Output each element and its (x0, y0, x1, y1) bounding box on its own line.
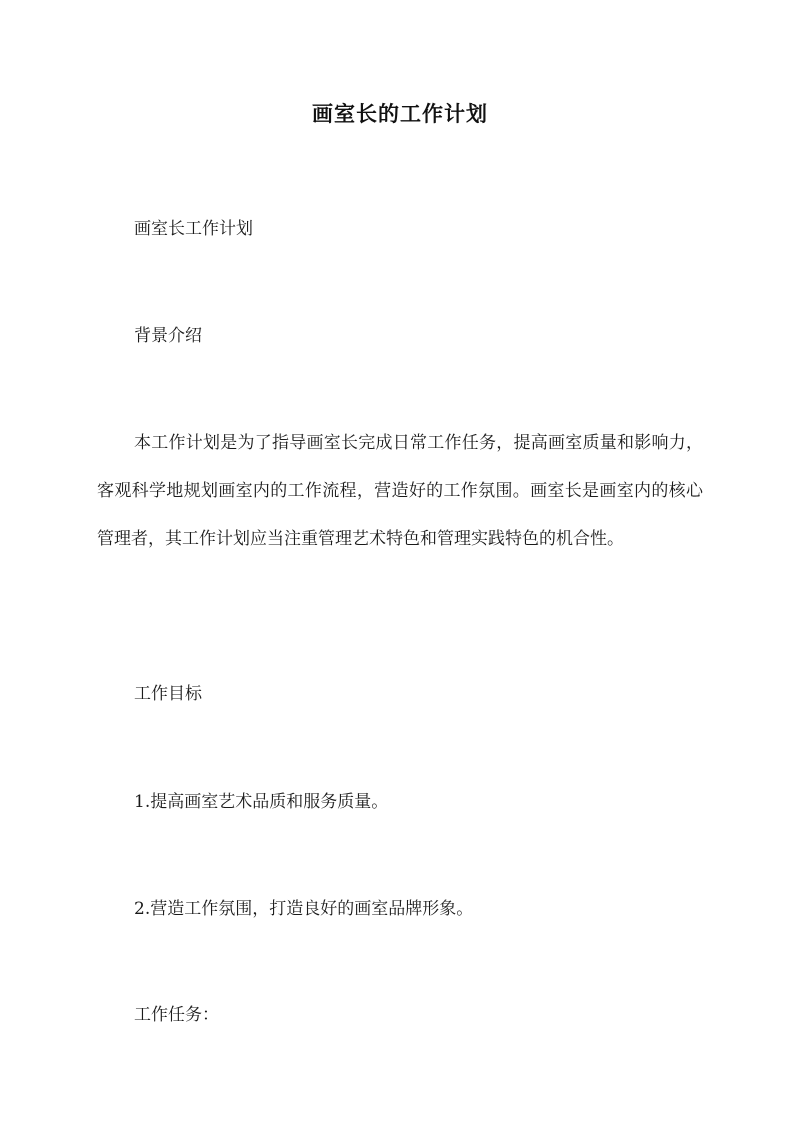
goal-item-2: 2.营造工作氛围，打造良好的画室品牌形象。 (134, 899, 474, 919)
goal-item-1: 1.提高画室艺术品质和服务质量。 (134, 792, 389, 812)
section-heading-plan: 画室长工作计划 (134, 219, 253, 239)
section-heading-tasks: 工作任务： (134, 1005, 219, 1025)
background-paragraph: 本工作计划是为了指导画室长完成日常工作任务，提高画室质量和影响力，客观科学地规划画室内的工作流程，营造好的工作氛围。画室长是画室内的核心管理者，其工作计划应当注重管理艺术特色和管理实践特色的机合性。 (97, 433, 703, 549)
section-heading-goals: 工作目标 (134, 684, 202, 704)
document-title: 画室长的工作计划 (312, 101, 488, 126)
section-heading-background: 背景介绍 (134, 326, 202, 346)
